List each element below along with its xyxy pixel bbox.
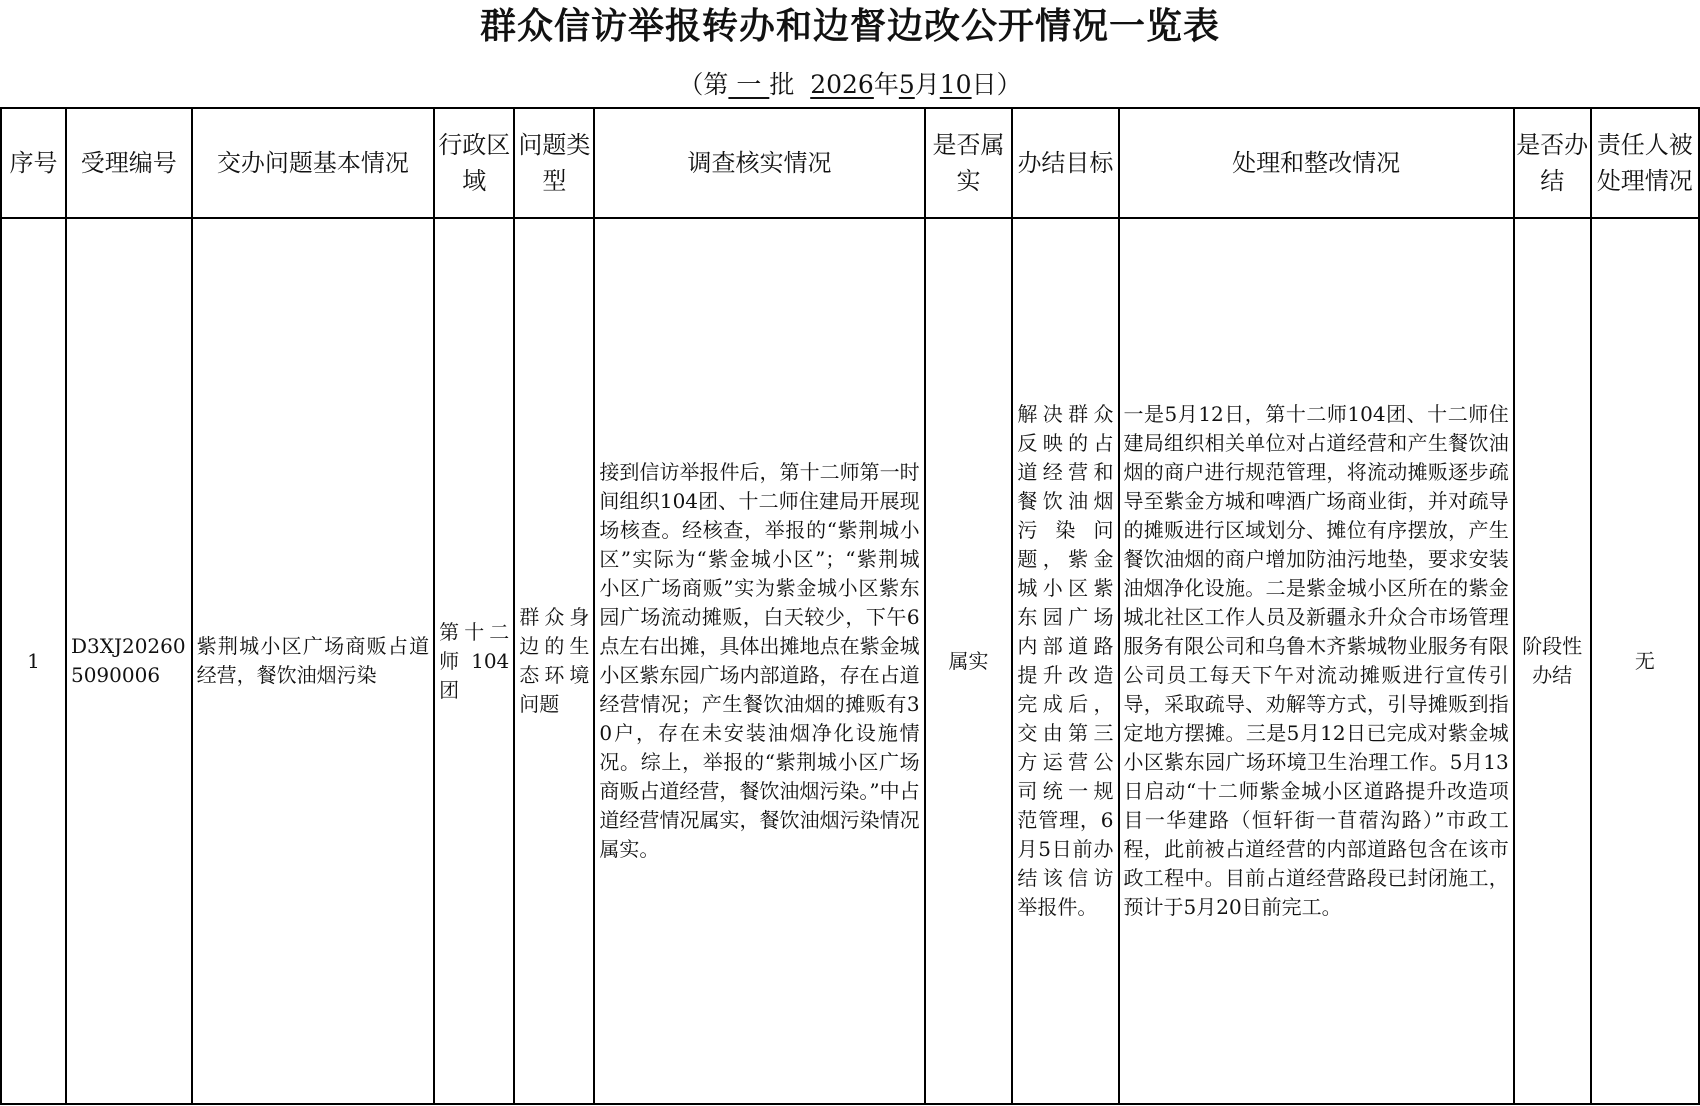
header-goal: 办结目标 bbox=[1012, 108, 1118, 218]
header-accountability: 责任人被处理情况 bbox=[1591, 108, 1699, 218]
page-title: 群众信访举报转办和边督边改公开情况一览表 bbox=[479, 6, 1220, 47]
header-handling: 处理和整改情况 bbox=[1119, 108, 1514, 218]
cell-handling: 一是5月12日，第十二师104团、十二师住建局组织相关单位对占道经营和产生餐饮油烟的商户进行规范管理，将流动摊贩逐步疏导至紫金方城和啤酒广场商业街，并对疏导的摊贩进行区域划分、摊位有序摆放，产生餐饮油烟的商户增加防油污地垫，要求安装油烟净化设施。二是紫金城小区所在的紫金城北社区工作人员及新疆永升众合市场管理服务有限公司和乌鲁木齐紫城物业服务有限公司员工每天下午对流动摊贩进行宣传引导，采取疏导、劝解等方式，引导摊贩到指定地方摆摊。三是5月12日已完成对紫金城小区紫东园广场环境卫生治理工作。5月13日启动“十二师紫金城小区道路提升改造项目一华建路（恒轩街一苜蓿沟路）”市政工程，此前被占道经营的内部道路包含在该市政工程中。目前占道经营路段已封闭施工，预计于5月20日前完工。 bbox=[1119, 218, 1514, 1104]
table-header-row bbox=[1, 108, 1699, 218]
cell-verified: 属实 bbox=[925, 218, 1013, 1104]
header-concluded: 是否办结 bbox=[1514, 108, 1591, 218]
petition-table bbox=[0, 107, 1700, 1105]
cell-region: 第十二师 104团 bbox=[434, 218, 514, 1104]
batch-subtitle bbox=[0, 68, 1700, 102]
date-month-suffix: 月 bbox=[914, 70, 940, 99]
header-verified: 是否属实 bbox=[925, 108, 1013, 218]
date-day: 10 bbox=[939, 70, 972, 99]
date-year-suffix: 年 bbox=[873, 70, 899, 99]
header-investigation: 调查核实情况 bbox=[594, 108, 924, 218]
cell-type: 群众身边的生态环境问题 bbox=[514, 218, 594, 1104]
header-issue: 交办问题基本情况 bbox=[192, 108, 435, 218]
date-year: 2026 bbox=[810, 70, 874, 99]
batch-number: 一 bbox=[728, 70, 770, 99]
cell-concluded: 阶段性办结 bbox=[1514, 218, 1591, 1104]
cell-investigation: 接到信访举报件后，第十二师第一时间组织104团、十二师住建局开展现场核查。经核查，举报的“紫荆城小区”实际为“紫金城小区”；“紫荆城小区广场商贩”实为紫金城小区紫东园广场流动摊贩，白天较少，下午6点左右出摊，具体出摊地点在紫金城小区紫东园广场内部道路，存在占道经营情况；产生餐饮油烟的摊贩有30户，存在未安装油烟净化设施情况。综上，举报的“紫荆城小区广场商贩占道经营，餐饮油烟污染。”中占道经营情况属实，餐饮油烟污染情况属实。 bbox=[594, 218, 924, 1104]
table-row bbox=[1, 218, 1699, 1104]
cell-issue: 紫荆城小区广场商贩占道经营，餐饮油烟污染 bbox=[192, 218, 435, 1104]
cell-seq: 1 bbox=[1, 218, 66, 1104]
date-month: 5 bbox=[898, 70, 915, 99]
cell-goal: 解决群众反映的占道经营和餐饮油烟污染问题，紫金城小区紫东园广场内部道路提升改造完成后，交由第三方运营公司统一规范管理，6月5日前办结该信访举报件。 bbox=[1012, 218, 1118, 1104]
subtitle-open: （第 bbox=[678, 70, 729, 99]
header-type: 问题类型 bbox=[514, 108, 594, 218]
date-day-suffix: 日） bbox=[971, 70, 1022, 99]
cell-case-no: D3XJ202605090006 bbox=[66, 218, 192, 1104]
batch-suffix: 批 bbox=[769, 70, 811, 99]
header-region: 行政区域 bbox=[434, 108, 514, 218]
header-case-no: 受理编号 bbox=[66, 108, 192, 218]
cell-accountability: 无 bbox=[1591, 218, 1699, 1104]
header-seq: 序号 bbox=[1, 108, 66, 218]
